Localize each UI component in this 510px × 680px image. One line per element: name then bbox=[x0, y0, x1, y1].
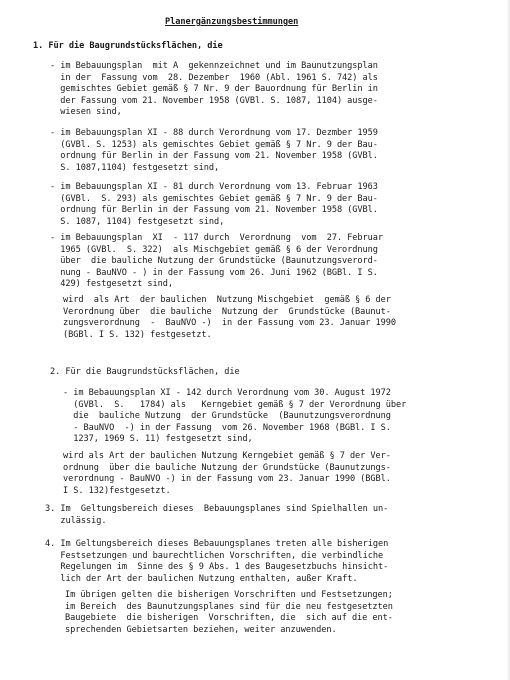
section-1-heading: 1. Für die Baugrundstücksflächen, die bbox=[33, 41, 223, 51]
section-2-heading: 2. Für die Baugrundstücksflächen, die bbox=[50, 367, 240, 377]
section-1-paragraph: wird als Art der baulichen Nutzung Mischgebiet gemäß § 6 der Verordnung über die bauliche Nutzung der Grundstücke (Baunut- zungsverordnung - BauNVO -) in der Fassung vom 23. Januar 1990 (BGBl. I S. 132) festgesetzt. bbox=[63, 295, 397, 340]
document-title: Planergänzungsbestimmungen bbox=[165, 17, 299, 27]
section-4: 4. Im Geltungsbereich dieses Bebauungsplanes treten alle bisherigen Festsetzungen und baurechtlichen Vorschriften, die verbindliche Regelungen im Sinne des § 9 Abs. 1 des Baugesetzbuchs hinsicht- lich der Art der baulichen Nutzung enthalten, außer Kraft. bbox=[45, 539, 389, 584]
section-1-bullet-4: - im Bebauungsplan XI - 117 durch Verordnung vom 27. Februar 1965 (GVBl. S. 322) als Mischgebiet gemäß § 6 der Verordnung über die bauliche Nutzung der Grundstücke (Baunutzungsverord- nung - BauNVO - ) in der Fassung vom 26. Juni 1962 (BGBl. I S. 429) festgesetzt sind, bbox=[50, 233, 384, 290]
section-1-bullet-1: - im Bebauungsplan mit A gekennzeichnet und im Baunutzungsplan in der Fassung vom 28. Dezember 1960 (Abl. 1961 S. 742) als gemischtes Gebiet gemäß § 7 Nr. 9 der Bauordnung für Berlin in der Fassung vom 21. November 1958 (GVBl. S. 1087, 1104) ausge- wiesen sind, bbox=[50, 61, 378, 118]
section-1-bullet-3: - im Bebauungsplan XI - 81 durch Verordnung vom 13. Februar 1963 (GVBl. S. 293) als gemischtes Gebiet gemäß § 7 Nr. 9 der Bau- ordnung für Berlin in der Fassung vom 21. November 1958 (GVBl. S. 1087, 1104) festgesetzt sind, bbox=[50, 182, 378, 227]
section-1-bullet-2: - im Bebauungsplan XI - 88 durch Verordnung vom 17. Dezmber 1959 (GVBl. S. 1253) als gemischtes Gebiet gemäß § 7 Nr. 9 der Bau- ordnung für Berlin in der Fassung vom 21. November 1958 (GVBl. S. 1087,1104) festgesetzt sind, bbox=[50, 128, 378, 173]
section-3: 3. Im Geltungsbereich dieses Bebauungsplanes sind Spielhallen un- zulässig. bbox=[45, 504, 389, 526]
section-4-paragraph: Im übrigen gelten die bisherigen Vorschriften und Festsetzungen; im Bereich des Baunutzungsplanes sind für die neu festgesetzten Baugebiete die bisherigen Vorschriften, die sich auf die ent- sprechenden Gebietsarten beziehen, weiter anzuwenden. bbox=[65, 590, 393, 635]
section-2-paragraph: wird als Art der baulichen Nutzung Kerngebiet gemäß § 7 der Ver- ordnung über die bauliche Nutzung der Grundstücke (Baunutzungs- verordnung - BauNVO -) in der Fassung vom 23. Januar 1990 (BGBl. I S. 132)festgesetzt. bbox=[63, 451, 391, 496]
section-2-bullet-1: - im Bebauungsplan XI - 142 durch Verordnung vom 30. August 1972 (GVBl. S. 1784) als Kerngebiet gemäß § 7 der Verordnung über die bauliche Nutzung der Grundstücke (Baunutzungsverordnung - BauNVO -) in der Fassung vom 26. November 1968 (BGBl. I S. 1237, 1969 S. 11) festgesetzt sind, bbox=[63, 388, 407, 445]
